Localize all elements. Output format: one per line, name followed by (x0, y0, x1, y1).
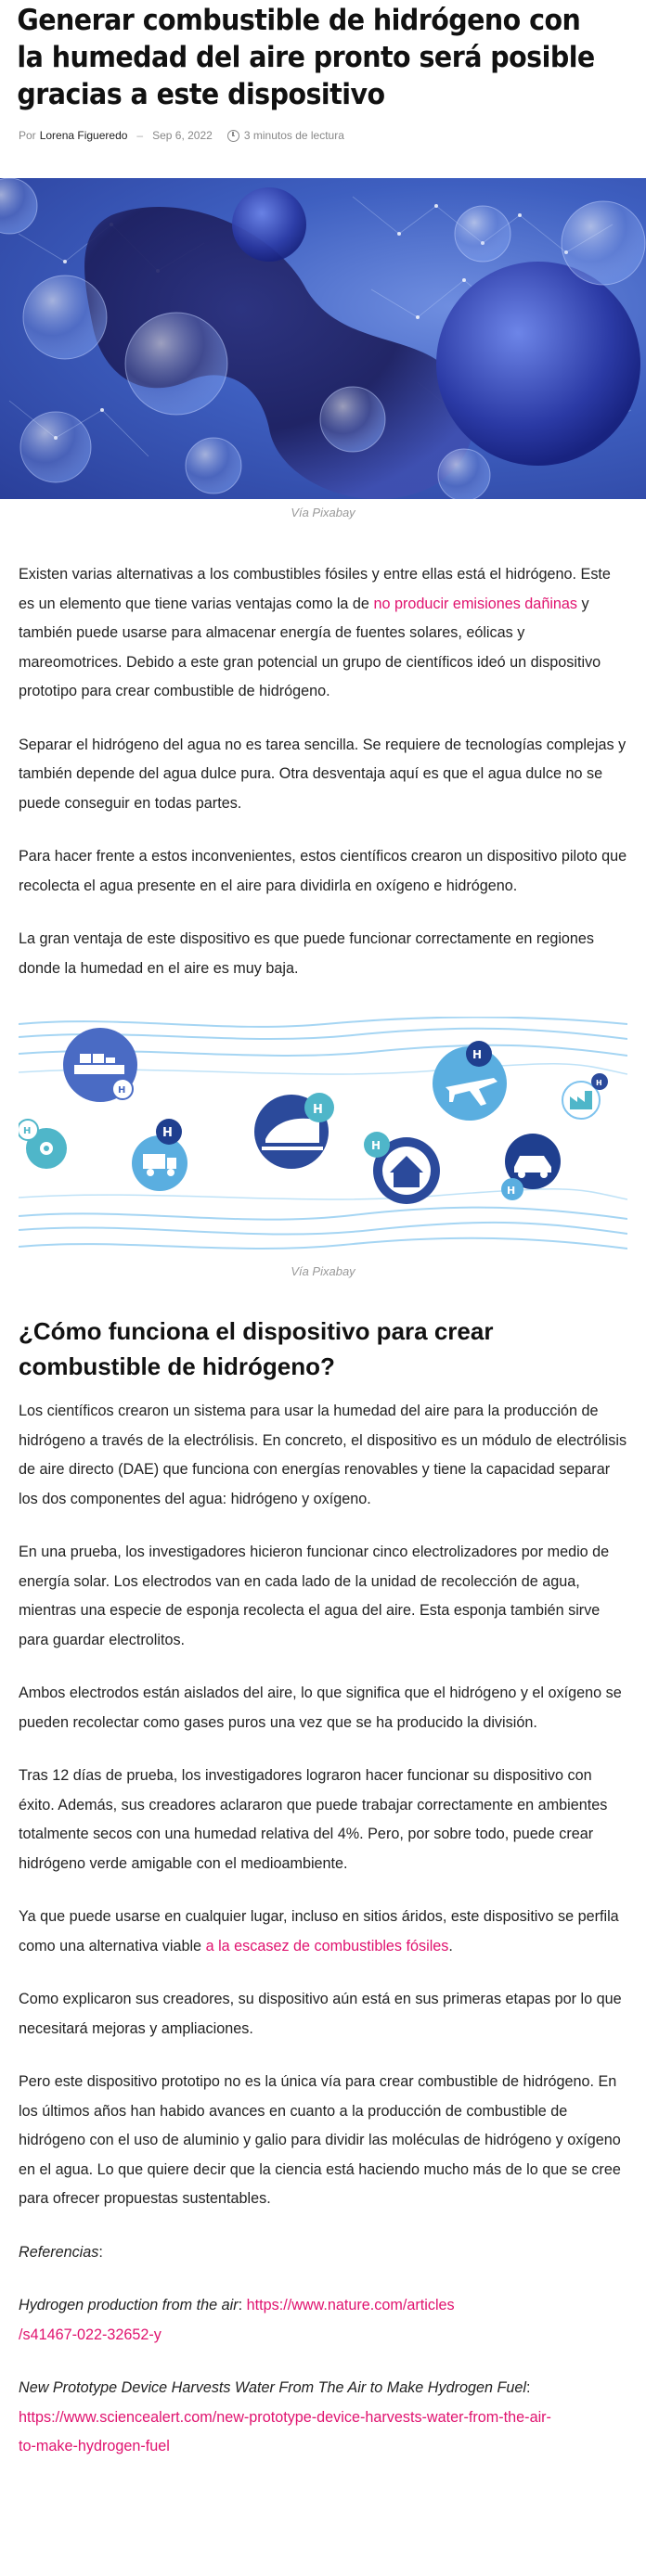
reference-item: Hydrogen production from the air: https://www.nature.com/articles /s41467-022-32652-y (19, 2297, 455, 2343)
author-link[interactable]: Lorena Figueredo (39, 129, 128, 142)
read-time: 3 minutos de lectura (243, 129, 344, 142)
reference-link-continued[interactable]: /s41467-022-32652-y (19, 2326, 162, 2343)
link-emisiones[interactable]: no producir emisiones dañinas (373, 595, 578, 612)
truck-icon (132, 1119, 187, 1191)
reference-link[interactable]: https://www.sciencealert.com/new-prototype-device-harvests-water-from-the-air- (19, 2408, 551, 2426)
publish-date: Sep 6, 2022 (152, 129, 213, 142)
link-escasez[interactable]: a la escasez de combustibles fósiles (205, 1937, 449, 1954)
illustration-caption: Vía Pixabay (291, 1264, 355, 1278)
paragraph: Como explicaron sus creadores, su dispositivo aún está en sus primeras etapas por lo que necesitará mejoras y ampliaciones. (19, 1991, 622, 2037)
paragraph: Los científicos crearon un sistema para usar la humedad del aire para la producción de hidrógeno a través de la electrólisis. En concreto, el dispositivo es un módulo de electrólisis de aire directo (DAE) que funciona con energías renovables y tiene la capacidad separar los dos componentes del agua: hidrógeno y oxígeno. (19, 1403, 627, 1507)
hero-caption: Vía Pixabay (291, 506, 355, 519)
section-heading: ¿Cómo funciona el dispositivo para crear combustible de hidrógeno? (19, 1317, 494, 1380)
paragraph: En una prueba, los investigadores hicieron funcionar cinco electrolizadores por medio de energía solar. Los electrodos van en cada lado de la unidad de recolección de agua, mientras una especie de esponja recolecta el agua del aire. Esta esponja también sirve para guardar electrolitos. (19, 1544, 610, 1648)
reference-title: New Prototype Device Harvests Water From The Air to Make Hydrogen Fuel (19, 2379, 526, 2396)
h2-badge: H (23, 1126, 32, 1136)
h2-badge: H (162, 1126, 173, 1140)
paragraph: Para hacer frente a estos inconvenientes, estos científicos crearon un dispositivo piloto que recolecta el agua presente en el aire para dividirla en oxígeno e hidrógeno. (19, 848, 627, 894)
car-icon (501, 1134, 561, 1200)
clock-icon (227, 130, 239, 142)
meta-separator: – (136, 129, 144, 142)
h2-badge: H (371, 1139, 381, 1152)
house-icon (364, 1132, 440, 1204)
wind-turbine-icon (19, 1120, 67, 1169)
reference-item: New Prototype Device Harvests Water From The Air to Make Hydrogen Fuel: https://www.sciencealert.com/new-prototype-device-harvests-water-from-the-air- to-make-hydrogen-fuel (19, 2379, 551, 2454)
paragraph: Tras 12 días de prueba, los investigadores lograron hacer funcionar su dispositivo con éxito. Además, sus creadores aclararon que puede trabajar correctamente en ambientes totalmente secos con una humedad relativa del 4%. Pero, por sobre todo, puede crear hidrógeno verde amigable con el medioambiente. (19, 1767, 608, 1872)
h2-badge: H (507, 1185, 516, 1197)
reference-title: Hydrogen production from the air (19, 2297, 239, 2313)
factory-icon (562, 1073, 608, 1119)
paragraph: Existen varias alternativas a los combustibles fósiles y entre ellas está el hidrógeno. Este es un elemento que tiene varias ventajas como la de no producir emisiones dañinas y también puede usarse para almacenar energía de fuentes solares, eólicas y mareomotrices. Debido a este gran potencial un grupo de científicos ideó un dispositivo prototipo para crear combustible de hidrógeno. (19, 566, 611, 699)
article-title: Generar combustible de hidrógeno con la humedad del aire pronto será posible gracias a este dispositivo (17, 4, 595, 111)
train-icon (254, 1093, 334, 1169)
molecule-illustration (0, 178, 646, 499)
applications-graphic (19, 1017, 627, 1258)
hero-image (0, 178, 646, 499)
h2-badge: H (472, 1048, 483, 1061)
reference-link[interactable]: https://www.nature.com/articles (246, 2297, 455, 2313)
paragraph: Ambos electrodos están aislados del aire, lo que significa que el hidrógeno y el oxígeno se pueden recolectar como gases puros una vez que se ha producido la división. (19, 1685, 622, 1731)
paragraph: La gran ventaja de este dispositivo es que puede funcionar correctamente en regiones donde la humedad en el aire es muy baja. (19, 930, 595, 977)
article-body (0, 560, 646, 983)
paragraph: Pero este dispositivo prototipo no es la única vía para crear combustible de hidrógeno. En los últimos años han habido avances en cuanto a la producción de combustible de hidrógeno con el uso de aluminio y galio para dividir las moléculas de hidrógeno y oxígeno en el agua. Lo que quiere decir que la ciencia está haciendo mucho más de lo que se cree para ofrecer propuestas sustentables. (19, 2073, 621, 2207)
hydrogen-applications-illustration (19, 1017, 627, 1258)
airplane-icon (433, 1041, 507, 1121)
byline-prefix: Por (19, 129, 36, 142)
section-body (0, 1397, 646, 2462)
ship-icon (63, 1028, 137, 1102)
h2-badge: H (118, 1085, 126, 1096)
h2-badge: H (596, 1079, 602, 1087)
h2-badge: H (313, 1103, 323, 1117)
paragraph: Separar el hidrógeno del agua no es tarea sencilla. Se requiere de tecnologías complejas y también depende del agua dulce pura. Otra desventaja aquí es que el agua dulce no se puede conseguir en todas partes. (19, 736, 627, 812)
paragraph: Ya que puede usarse en cualquier lugar, incluso en sitios áridos, este dispositivo se perfila como una alternativa viable a la escasez de combustibles fósiles. (19, 1908, 619, 1954)
article-meta (0, 113, 646, 147)
references-heading: Referencias: (19, 2243, 103, 2261)
reference-link-continued[interactable]: to-make-hydrogen-fuel (19, 2438, 170, 2454)
